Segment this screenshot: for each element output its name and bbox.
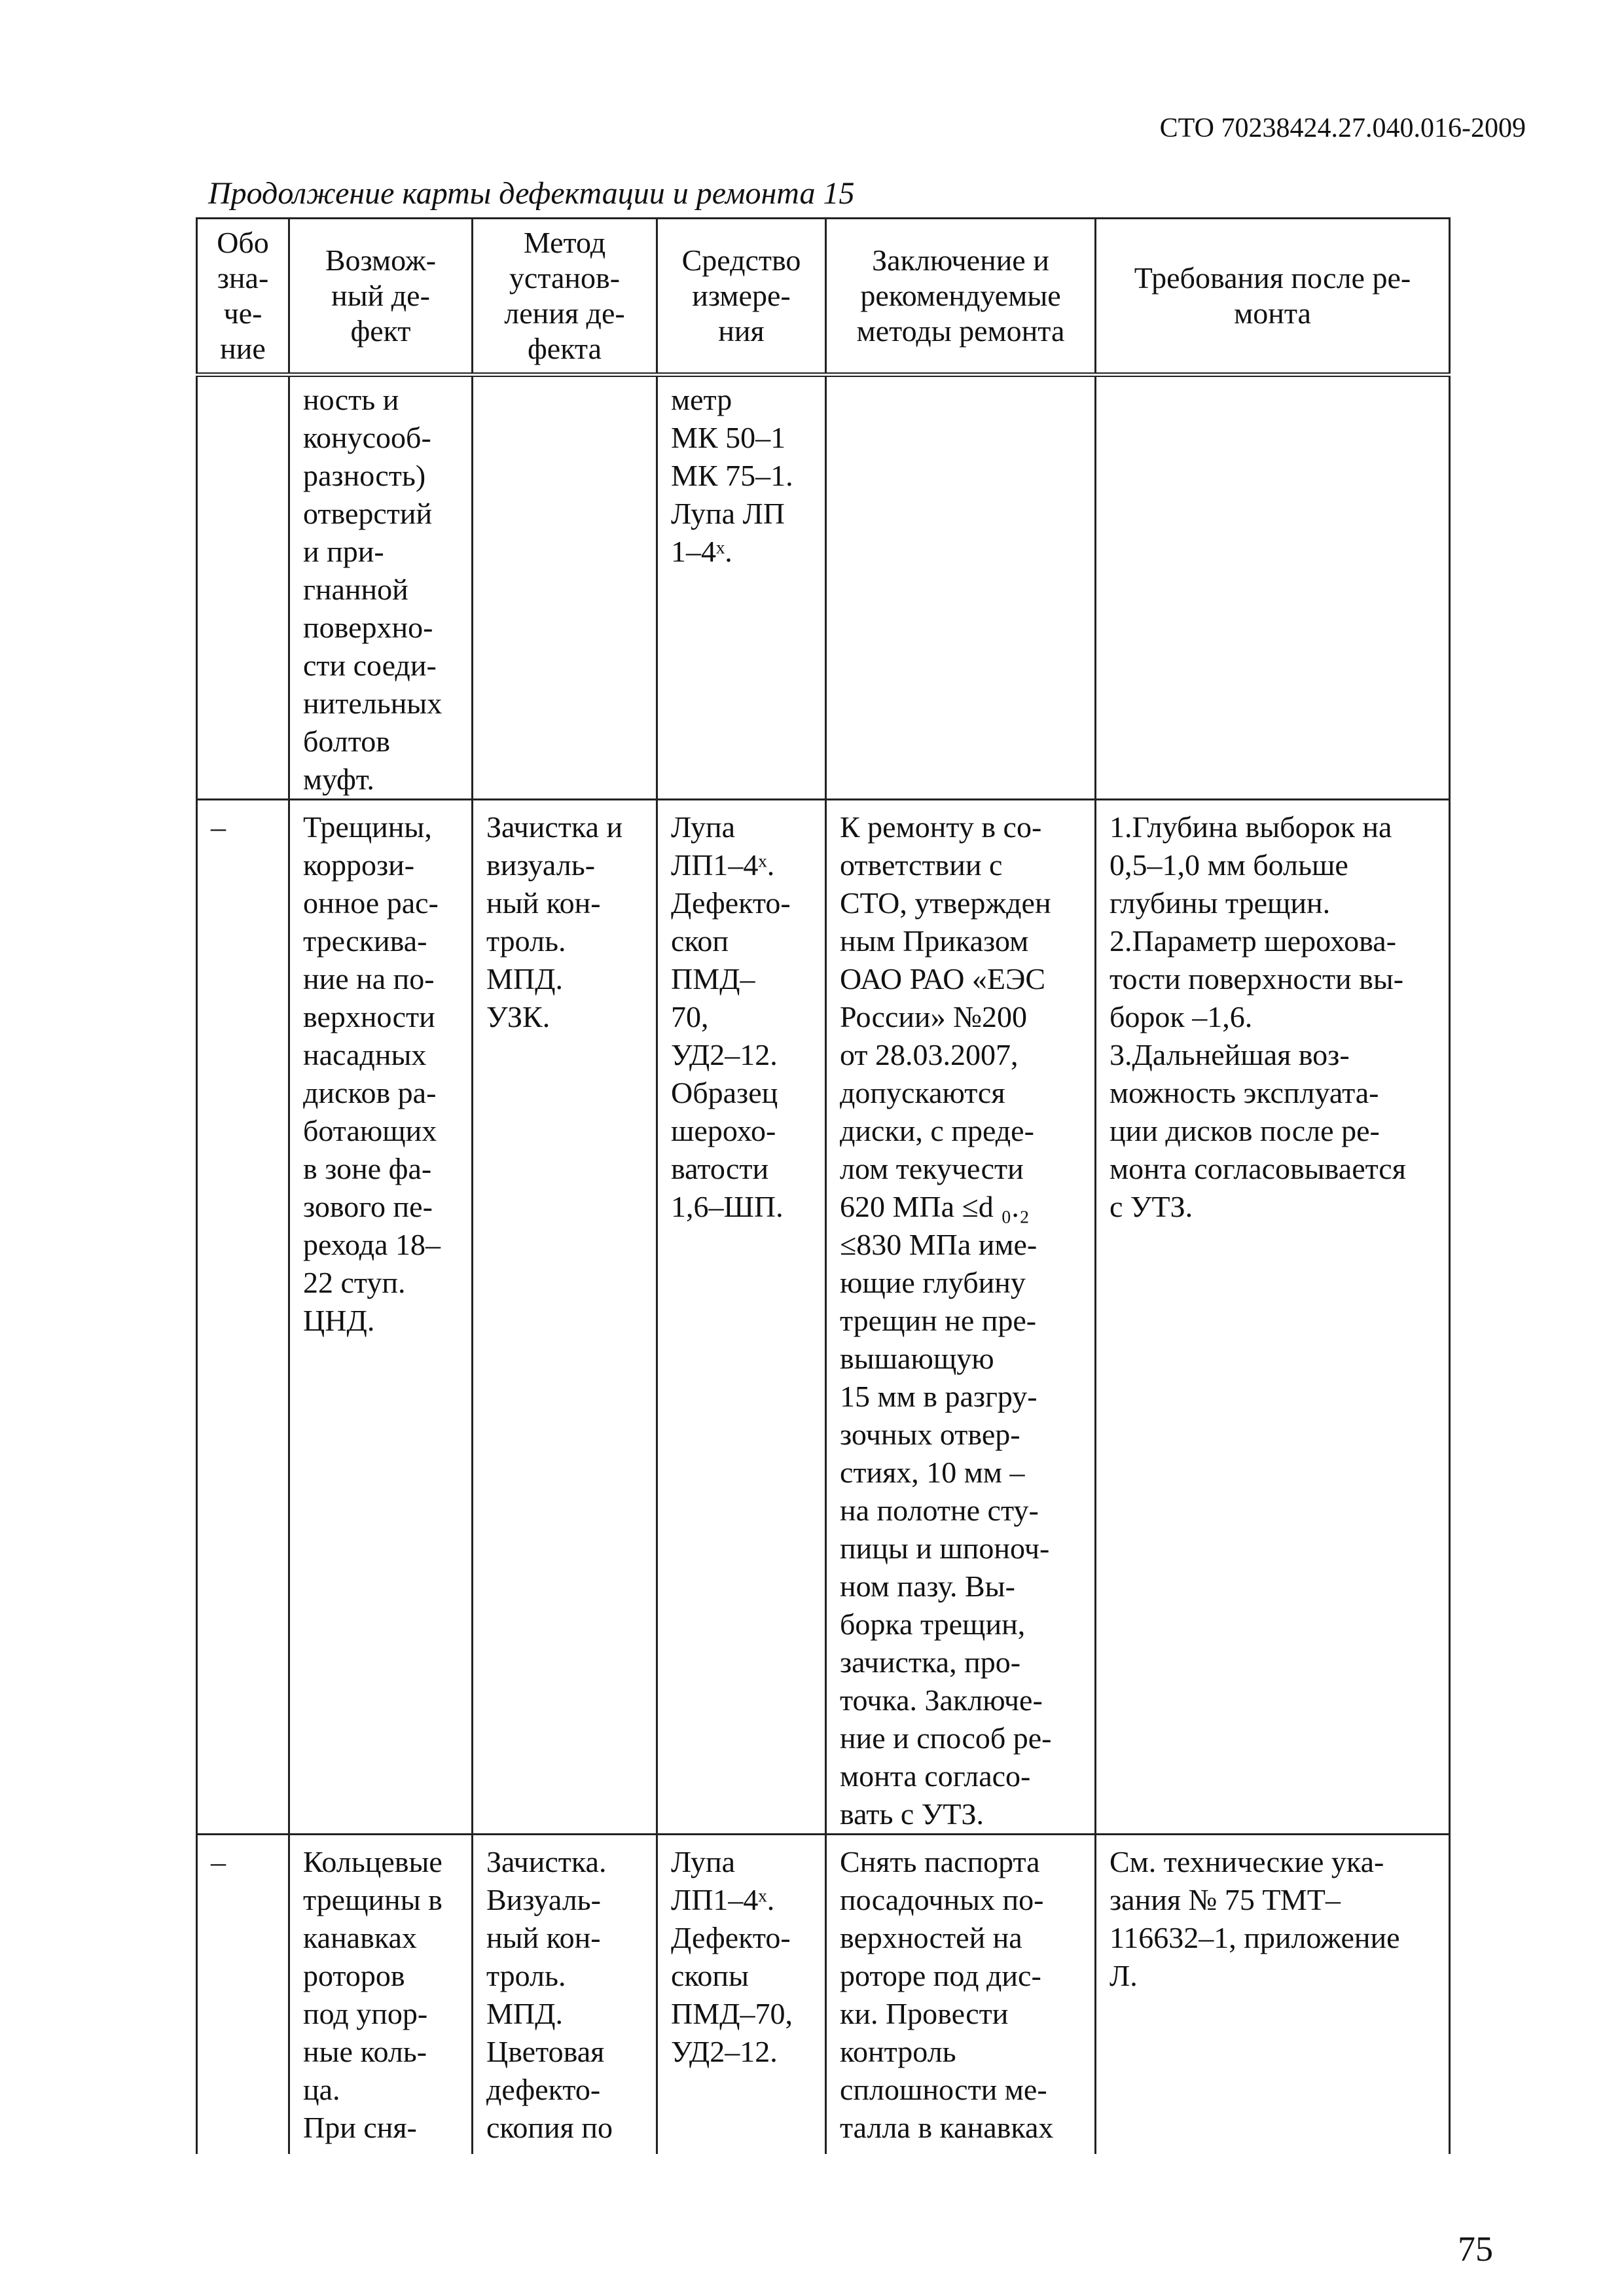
table-row <box>197 375 1450 800</box>
table-caption: Продолжение карты дефектации и ремонта 15 <box>208 176 855 211</box>
cell-defect: ность и конусооб- разность) отверстий и при- гнанной поверхно- сти соеди- нительных болтов муфт. <box>289 375 473 800</box>
cell-designation: – <box>197 1835 289 2155</box>
table-row <box>197 1835 1450 2155</box>
cell-requirements <box>1096 375 1450 800</box>
defect-repair-table <box>196 217 1451 2154</box>
cell-conclusion: Снять паспорта посадочных по- верхностей на роторе под дис- ки. Провести контроль сплошности ме- талла в канавках <box>826 1835 1096 2155</box>
cell-requirements: См. технические ука- зания № 75 ТМТ– 116632–1, приложение Л. <box>1096 1835 1450 2155</box>
cell-conclusion <box>826 375 1096 800</box>
header-conclusion: Заключение и рекомендуемые методы ремонта <box>826 219 1096 375</box>
header-measurement-tool: Средство измере- ния <box>657 219 826 375</box>
header-requirements: Требования после ре- монта <box>1096 219 1450 375</box>
cell-method: Зачистка и визуаль- ный кон- троль. МПД. УЗК. <box>473 800 657 1835</box>
cell-designation: – <box>197 800 289 1835</box>
cell-conclusion: К ремонту в со- ответствии с СТО, утвержден ным Приказом ОАО РАО «ЕЭС России» №200 от 28.03.2007, допускаются диски, с преде- лом текучести 620 МПа ≤d ₀.₂ ≤830 МПа име- ющие глубину трещин не пре- вышающую 15 мм в разгру- зочных отвер- стиях, 10 мм – на полотне сту- пицы и шпоноч- ном пазу. Вы- борка трещин, зачистка, про- точка. Заключе- ние и способ ре- монта согласо- вать с УТЗ. <box>826 800 1096 1835</box>
table-row <box>197 800 1450 1835</box>
header-possible-defect: Возмож- ный де- фект <box>289 219 473 375</box>
cell-instrument: Лупа ЛП1–4ˣ. Дефекто- скоп ПМД– 70, УД2–12. Образец шерохо- ватости 1,6–ШП. <box>657 800 826 1835</box>
page-number: 75 <box>1458 2229 1493 2269</box>
header-row <box>197 219 1450 375</box>
cell-instrument: метр МК 50–1 МК 75–1. Лупа ЛП 1–4ˣ. <box>657 375 826 800</box>
cell-instrument: Лупа ЛП1–4ˣ. Дефекто- скопы ПМД–70, УД2–12. <box>657 1835 826 2155</box>
header-designation: Обо зна- че- ние <box>197 219 289 375</box>
cell-method: Зачистка. Визуаль- ный кон- троль. МПД. Цветовая дефекто- скопия по <box>473 1835 657 2155</box>
document-code: СТО 70238424.27.040.016-2009 <box>1159 113 1526 143</box>
cell-defect: Кольцевые трещины в канавках роторов под упор- ные коль- ца. При сня- <box>289 1835 473 2155</box>
cell-method <box>473 375 657 800</box>
header-detection-method: Метод установ- ления де- фекта <box>473 219 657 375</box>
cell-defect: Трещины, коррози- онное рас- трескива- ние на по- верхности насадных дисков ра- ботающих в зоне фа- зового пе- рехода 18– 22 ступ. ЦНД. <box>289 800 473 1835</box>
cell-requirements: 1.Глубина выборок на 0,5–1,0 мм больше глубины трещин. 2.Параметр шерохова- тости поверхности вы- борок –1,6. 3.Дальнейшая воз- можность эксплуата- ции дисков после ре- монта согласовывается с УТЗ. <box>1096 800 1450 1835</box>
cell-designation <box>197 375 289 800</box>
